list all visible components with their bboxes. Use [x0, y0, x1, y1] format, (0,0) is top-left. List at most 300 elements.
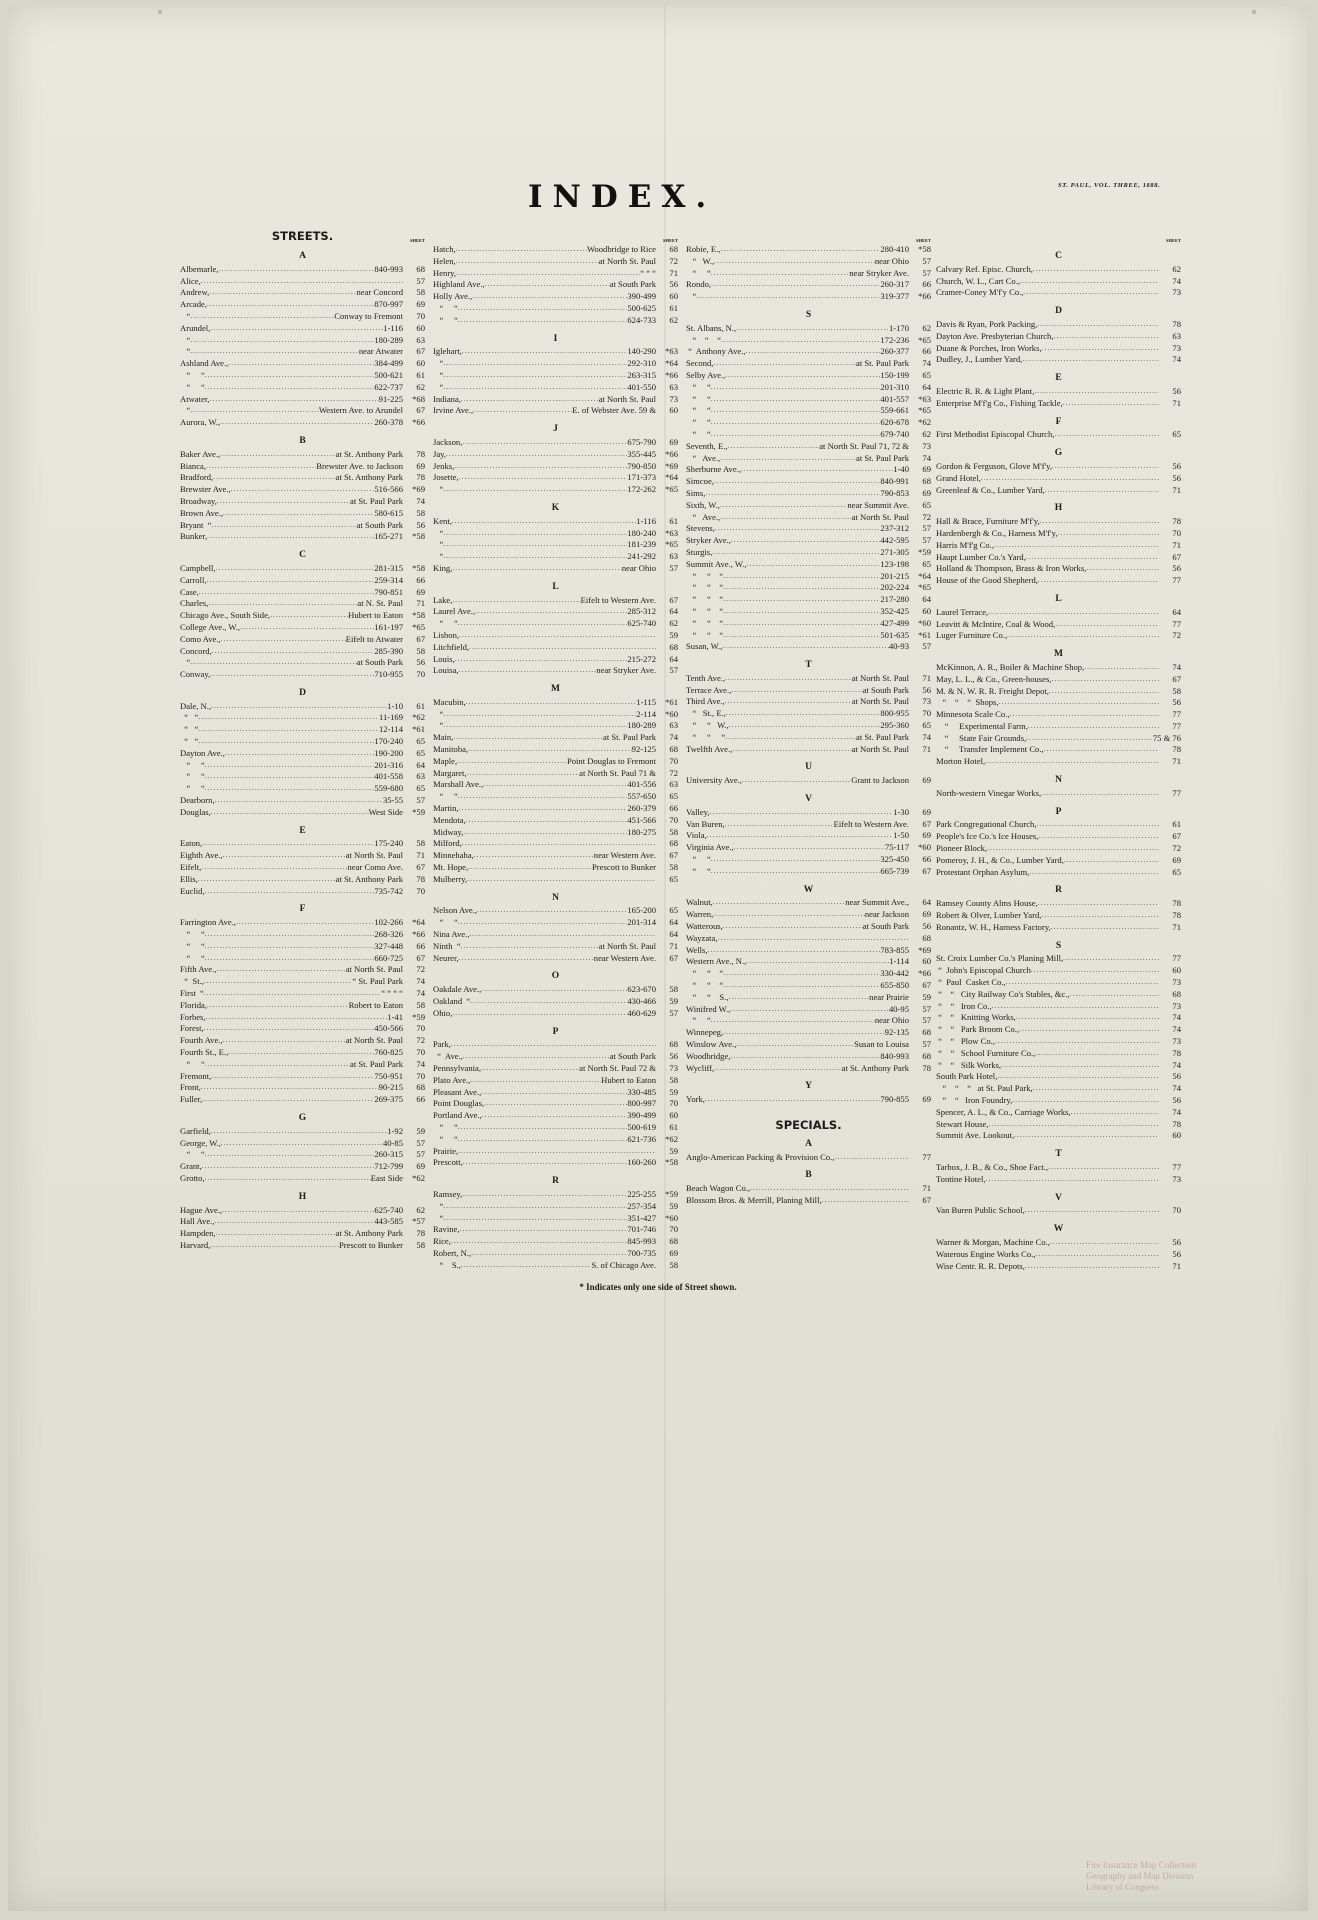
index-entry: [686, 291, 931, 303]
entry-name: Mendota,: [433, 814, 466, 825]
sheet-number: 62: [416, 1204, 425, 1215]
entry-name: Louisa,: [433, 665, 459, 676]
sheet-number: 77: [1172, 787, 1181, 798]
index-entry: [686, 732, 931, 744]
entry-range: Hubert to Eaton: [348, 610, 403, 621]
sheet-number: 67: [416, 633, 425, 644]
sheet-number: 74: [1172, 661, 1181, 672]
sheet-number: 78: [1172, 318, 1181, 329]
index-entry: [180, 1082, 425, 1094]
index-entry: [180, 964, 425, 976]
entry-name: Blossom Bros. & Merrill, Planing Mill,: [686, 1194, 822, 1205]
entry-range: 325-450: [880, 854, 909, 865]
entry-name: “ Ave.,: [686, 452, 721, 463]
leader-dots: [217, 496, 350, 508]
index-entry: [936, 910, 1181, 922]
entry-range: 1-92: [387, 1125, 403, 1136]
entry-range: at St. Anthony Park: [335, 1228, 403, 1239]
index-entry: [433, 1213, 678, 1225]
entry-range: at South Park: [356, 657, 403, 668]
leader-dots: [201, 1082, 379, 1094]
leader-dots: [458, 1122, 628, 1134]
index-entry: [180, 575, 425, 587]
section-letter: E: [1055, 373, 1062, 384]
index-entry: [433, 437, 678, 449]
entry-range: 710-955: [374, 669, 403, 680]
index-entry: [180, 394, 425, 406]
entry-name: “ “ Iron Co.,: [936, 1000, 992, 1011]
sheet-number: 58: [416, 287, 425, 298]
leader-dots: [205, 1059, 350, 1071]
index-entry: [433, 291, 678, 303]
sheet-number: *66: [918, 291, 931, 302]
entry-name: Park Congregational Church,: [936, 819, 1037, 830]
sheet-number: 74: [1172, 1059, 1181, 1070]
sheet-number: *58: [412, 531, 425, 542]
index-entry: [433, 815, 678, 827]
entry-range: 263-315: [627, 369, 656, 380]
sheet-number: 65: [922, 369, 931, 380]
entry-name: Hall & Brace, Furniture M'f'y,: [936, 516, 1040, 527]
leader-dots: [713, 358, 856, 370]
entry-name: Harris M'f'g Co.,: [936, 539, 994, 550]
leader-dots: [205, 953, 375, 965]
entry-range: 75-117: [884, 842, 909, 853]
leader-dots: [746, 559, 880, 571]
leader-dots: [985, 756, 1159, 768]
leader-dots: [236, 917, 374, 929]
sheet-number: *58: [412, 610, 425, 621]
index-entry: [180, 1035, 425, 1047]
index-entry: [433, 1146, 678, 1158]
section-letter: A: [805, 1138, 812, 1149]
index-entry: [936, 485, 1181, 497]
index-entry: [686, 559, 931, 571]
sheet-number: 74: [416, 976, 425, 987]
sheet-number: *60: [665, 708, 678, 719]
entry-name: Eaton,: [180, 838, 203, 849]
sheet-number: 71: [669, 267, 678, 278]
sheet-number: 68: [669, 244, 678, 254]
section-letter: F: [1055, 416, 1062, 427]
entry-name: “: [180, 334, 191, 345]
index-entry: [936, 686, 1181, 698]
entry-range: at North St. Paul: [345, 964, 403, 975]
entry-range: 790-855: [880, 1094, 909, 1105]
leader-dots: [1023, 287, 1159, 299]
index-entry: [433, 941, 678, 953]
index-entry: [686, 488, 931, 500]
entry-range: 1-115: [636, 696, 656, 707]
sheet-number: 56: [1172, 1236, 1181, 1247]
section-letter: F: [299, 904, 306, 915]
index-entry: [433, 779, 678, 791]
entry-name: North-western Vinegar Works,: [936, 787, 1042, 798]
index-entry: [433, 405, 678, 417]
sheet-number: *69: [665, 460, 678, 471]
sheet-number: 70: [669, 755, 678, 766]
index-entry: [433, 279, 678, 291]
entry-range: 621-736: [627, 1133, 656, 1144]
sheet-number: 63: [669, 720, 678, 731]
entry-range: 580-615: [374, 507, 403, 518]
entry-range: at North St. Paul: [851, 743, 909, 754]
entry-name: “ “ Park Broom Co.,: [936, 1024, 1020, 1035]
entry-name: Ashland Ave.,: [180, 358, 229, 369]
index-entry: [433, 665, 678, 677]
entry-name: “ “ “: [686, 594, 724, 605]
leader-dots: [218, 264, 374, 276]
index-entry: [180, 1205, 425, 1217]
index-entry: [433, 1051, 678, 1063]
leader-dots: [205, 941, 375, 953]
sheet-column-label: SHEET: [409, 238, 425, 243]
sheet-number: 73: [1172, 1173, 1181, 1184]
entry-range: 280-410: [880, 244, 909, 254]
sheet-number: 60: [669, 291, 678, 302]
leader-dots: [1045, 485, 1159, 497]
index-entry: [180, 669, 425, 681]
entry-name: Front,: [180, 1082, 201, 1093]
entry-range: 800-955: [880, 708, 909, 719]
leader-dots: [1038, 898, 1159, 910]
leader-dots: [443, 551, 627, 563]
entry-name: Lisbon,: [433, 629, 460, 640]
index-entry: [180, 461, 425, 473]
leader-dots: [981, 473, 1159, 485]
entry-range: 750-951: [374, 1070, 403, 1081]
index-entry: [686, 830, 931, 842]
index-entry: [180, 953, 425, 965]
entry-name: “ “: [686, 393, 711, 404]
index-entry: [686, 909, 931, 921]
entry-name: “ “: [686, 267, 711, 278]
leader-dots: [470, 1075, 601, 1087]
index-entry: [686, 673, 931, 685]
entry-name: Virginia Ave.,: [686, 842, 734, 853]
sheet-number: 70: [416, 1070, 425, 1081]
section-letter: R: [1055, 885, 1062, 896]
index-entry: [686, 720, 931, 732]
leader-dots: [1025, 1261, 1159, 1273]
index-entry: [936, 819, 1181, 831]
leader-dots: [270, 610, 348, 622]
sheet-number: *59: [918, 546, 931, 557]
entry-name: Susan, W.,: [686, 641, 723, 652]
index-entry: [433, 303, 678, 315]
entry-range: 123-198: [880, 558, 909, 569]
entry-name: Stewart House,: [936, 1118, 989, 1129]
entry-name: Winslow Ave.,: [686, 1039, 737, 1049]
entry-name: Litchfield,: [433, 641, 470, 652]
sheet-number: *64: [665, 358, 678, 369]
index-entry: [686, 968, 931, 980]
entry-name: Bryant “: [180, 519, 212, 530]
entry-name: “ “ City Railway Co's Stables, &c.,: [936, 988, 1070, 999]
entry-range: 620-678: [880, 417, 909, 428]
leader-dots: [201, 862, 347, 874]
index-entry: [180, 634, 425, 646]
sheet-number: *59: [412, 806, 425, 817]
sheet-number: 59: [669, 1145, 678, 1156]
leader-dots: [1033, 264, 1159, 276]
index-entry: [433, 917, 678, 929]
entry-name: Laurel Terrace,: [936, 606, 989, 617]
sheet-number: 73: [1172, 287, 1181, 298]
index-entry: [686, 1094, 931, 1106]
sheet-number: 64: [416, 759, 425, 770]
leader-dots: [463, 1051, 610, 1063]
index-entry: [180, 712, 425, 724]
entry-name: University Ave.,: [686, 775, 742, 786]
leader-dots: [198, 874, 336, 886]
entry-name: “ “: [180, 771, 205, 782]
entry-name: Rice,: [433, 1236, 451, 1247]
entry-name: “ “: [180, 1058, 205, 1069]
index-entry: [686, 335, 931, 347]
sheet-number: *65: [918, 405, 931, 416]
entry-name: Park,: [433, 1039, 451, 1050]
index-entry: [433, 618, 678, 630]
leader-dots: [730, 1051, 880, 1063]
index-entry: [936, 1024, 1181, 1036]
leader-dots: [202, 1161, 375, 1173]
entry-name: Watterous,: [686, 921, 723, 932]
entry-range: Western Ave. to Arundel: [318, 405, 403, 416]
sheet-number: 56: [669, 1051, 678, 1062]
leader-dots: [216, 1228, 336, 1240]
entry-range: 783-855: [880, 944, 909, 955]
leader-dots: [1041, 910, 1159, 922]
sheet-number: 63: [416, 771, 425, 782]
entry-range: 330-485: [627, 1086, 656, 1097]
entry-name: “: [433, 1212, 444, 1223]
leader-dots: [205, 760, 375, 772]
index-entry: [433, 382, 678, 394]
leader-dots: [750, 1183, 909, 1195]
sheet-number: 69: [922, 1094, 931, 1105]
section-letter: H: [1054, 503, 1063, 514]
entry-name: Simcoe,: [686, 476, 714, 487]
leader-dots: [1026, 733, 1153, 745]
section-letter: B: [299, 435, 306, 446]
entry-name: “ State Fair Grounds,: [936, 732, 1027, 743]
leader-dots: [223, 1035, 346, 1047]
entry-name: Fremont,: [180, 1070, 212, 1081]
index-entry: [433, 370, 678, 382]
sheet-number: 62: [416, 381, 425, 392]
entry-range: at North St. Paul: [851, 511, 909, 522]
leader-dots: [731, 685, 862, 697]
entry-name: Irvine Ave.,: [433, 405, 474, 416]
leader-dots: [1010, 709, 1159, 721]
sheet-number: 77: [1172, 575, 1181, 586]
sheet-number: 74: [922, 452, 931, 463]
sheet-number: 78: [922, 1062, 931, 1073]
leader-dots: [720, 453, 856, 465]
index-entry: [936, 386, 1181, 398]
sheet-number: 67: [416, 405, 425, 416]
leader-dots: [1020, 276, 1159, 288]
entry-range: at North St. Paul 72 &: [579, 1063, 656, 1073]
sheet-number: *63: [918, 393, 931, 404]
index-entry: [686, 256, 931, 268]
index-entry: [686, 933, 931, 945]
entry-name: Stryker Ave.,: [686, 535, 731, 546]
index-entry: [686, 854, 931, 866]
sheet-number: 56: [1172, 385, 1181, 396]
entry-name: Viola,: [686, 830, 707, 841]
index-entry: [433, 1248, 678, 1260]
leader-dots: [721, 335, 880, 347]
index-entry: [180, 783, 425, 795]
entry-name: “ Transfer Implement Co.,: [936, 744, 1044, 755]
entry-name: Anglo-American Packing & Provision Co.,: [686, 1151, 835, 1162]
entry-range: 330-442: [880, 968, 909, 979]
entry-name: Waterous Engine Works Co.,: [936, 1248, 1036, 1259]
sheet-number: 78: [1172, 516, 1181, 527]
entry-range: E. of Webster Ave. 59 &: [572, 405, 656, 416]
sheet-number: 56: [1172, 1248, 1181, 1259]
entry-name: Haupt Lumber Co.'s Yard,: [936, 551, 1026, 562]
sheet-number: 73: [669, 393, 678, 404]
leader-dots: [458, 1146, 656, 1158]
corner-mark: [158, 10, 162, 14]
entry-range: 1-116: [383, 322, 403, 333]
entry-name: Marshall Ave.,: [433, 779, 484, 790]
entry-name: Luger Furniture Co.,: [936, 630, 1008, 641]
entry-name: “: [433, 539, 444, 550]
index-entry: [180, 850, 425, 862]
entry-range: 790-850: [627, 460, 656, 471]
leader-dots: [1063, 953, 1159, 965]
index-entry: [686, 630, 931, 642]
entry-range: at St. Paul Park: [856, 731, 909, 742]
entry-range: 390-499: [627, 291, 656, 302]
sheet-number: 57: [416, 1149, 425, 1160]
index-entry: [686, 897, 931, 909]
leader-dots: [456, 244, 587, 256]
sheet-number: 65: [922, 558, 931, 569]
leader-dots: [723, 618, 880, 630]
entry-name: Carroll,: [180, 574, 207, 585]
entry-name: “ “ “: [686, 617, 724, 628]
leader-dots: [723, 571, 880, 583]
leader-dots: [1001, 1060, 1159, 1072]
entry-name: Second,: [686, 358, 714, 369]
sheet-number: 77: [1172, 709, 1181, 720]
sheet-number: 68: [669, 1236, 678, 1247]
index-entry: [936, 733, 1181, 745]
entry-range: 285-312: [627, 606, 656, 617]
sheet-number: 69: [922, 909, 931, 920]
sheet-number: 62: [922, 322, 931, 333]
entry-name: May, L. L., & Co., Green-houses,: [936, 673, 1052, 684]
leader-dots: [718, 933, 909, 945]
sheet-number: 74: [1172, 1106, 1181, 1117]
entry-name: Robert, N.,: [433, 1247, 472, 1258]
leader-dots: [994, 540, 1159, 552]
sheet-number: 77: [1172, 1161, 1181, 1172]
entry-name: “ “ “: [686, 582, 724, 593]
entry-name: Ronantz, W. H., Harness Factory,: [936, 921, 1051, 932]
sheet-number: *58: [918, 244, 931, 254]
sheet-number: 62: [669, 314, 678, 325]
leader-dots: [458, 1134, 628, 1146]
sheet-number: 58: [416, 999, 425, 1010]
sheet-number: 59: [922, 991, 931, 1002]
sheet-number: 56: [1172, 472, 1181, 483]
index-entry: [936, 331, 1181, 343]
leader-dots: [221, 1138, 383, 1150]
sheet-number: 68: [922, 1050, 931, 1061]
sheet-number: 74: [1172, 1083, 1181, 1094]
sheet-number: 73: [1172, 977, 1181, 988]
volume-subtitle: ST. PAUL, VOL. THREE, 1888.: [1058, 182, 1161, 189]
index-entry: [936, 1001, 1181, 1013]
leader-dots: [723, 582, 880, 594]
leader-dots: [705, 1094, 880, 1106]
entry-range: at St. Anthony Park: [841, 1062, 909, 1073]
entry-name: Grand Hotel,: [936, 472, 981, 483]
leader-dots: [726, 708, 880, 720]
leader-dots: [1040, 516, 1159, 528]
sheet-number: 71: [1172, 397, 1181, 408]
sheet-number: *64: [665, 472, 678, 483]
sheet-number: 61: [416, 369, 425, 380]
sheet-number: 67: [922, 818, 931, 829]
leader-dots: [1063, 398, 1159, 410]
entry-range: 217-280: [880, 594, 909, 605]
entry-name: Sherburne Ave.,: [686, 464, 741, 475]
index-entry: [433, 720, 678, 732]
entry-name: Ramsey,: [433, 1188, 463, 1199]
section-letter: R: [552, 1176, 559, 1187]
leader-dots: [210, 323, 383, 335]
entry-range: 845-993: [627, 1236, 656, 1247]
entry-name: “ Paul Casket Co.,: [936, 977, 1006, 988]
entry-name: Wayzata,: [686, 932, 718, 943]
index-entry: [180, 1012, 425, 1024]
index-entry: [936, 563, 1181, 575]
section-letter: N: [552, 892, 559, 903]
index-entry: [936, 319, 1181, 331]
index-entry: [180, 264, 425, 276]
index-entry: [180, 1059, 425, 1071]
section-letter: C: [299, 550, 306, 561]
leader-dots: [208, 598, 357, 610]
leader-dots: [458, 315, 628, 327]
entry-name: Conway,: [180, 669, 211, 680]
entry-name: Chicago Ave., South Side,: [180, 610, 271, 621]
entry-range: “ St. Paul Park: [352, 976, 403, 987]
entry-range: 790-853: [880, 487, 909, 498]
entry-name: Tenth Ave.,: [686, 672, 726, 683]
index-entry: [686, 618, 931, 630]
sheet-number: *64: [412, 917, 425, 928]
sheet-number: 69: [922, 487, 931, 498]
entry-name: Ninth “: [433, 940, 461, 951]
leader-dots: [1070, 989, 1159, 1001]
entry-name: Eighth Ave.,: [180, 850, 223, 861]
leader-dots: [443, 382, 627, 394]
entry-range: 460-629: [627, 1007, 656, 1018]
entry-range: 735-742: [374, 885, 403, 896]
leader-dots: [209, 287, 356, 299]
index-entry: [936, 343, 1181, 355]
entry-range: near Prairie: [869, 991, 909, 1002]
entry-name: Como Ave.,: [180, 633, 221, 644]
